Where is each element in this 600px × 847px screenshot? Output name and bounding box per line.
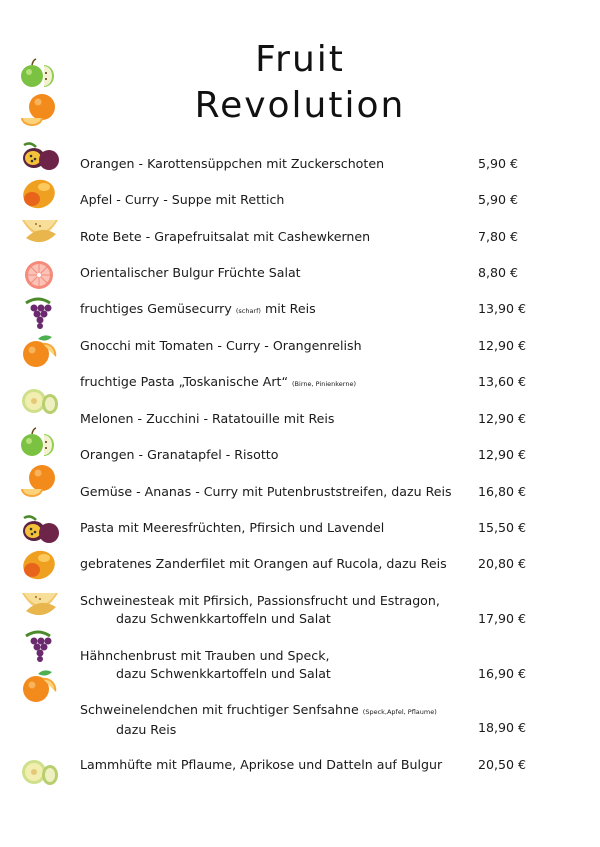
mango-icon (18, 175, 60, 211)
menu-item-description (80, 446, 278, 464)
menu-item-description (80, 592, 440, 628)
menu-item-price: 5,90 € (478, 192, 519, 207)
menu-item-description (80, 228, 370, 246)
melon-slices-icon (18, 583, 60, 619)
menu-item-price: 20,80 € (478, 556, 527, 571)
green-apples-icon (18, 426, 60, 462)
menu-item-text: Apfel - Curry - Suppe mit Rettich (80, 192, 285, 207)
menu-item-note: (Birne, Pinienkerne) (292, 380, 356, 388)
melon-icon (18, 753, 60, 789)
menu-item-text: fruchtiges Gemüsecurry (80, 301, 232, 316)
menu-item-text: Hähnchenbrust mit Trauben und Speck, (80, 648, 330, 663)
menu-item-price: 18,90 € (478, 720, 527, 735)
menu-item-description (80, 373, 356, 393)
melon-slices-icon (18, 210, 60, 246)
menu-item-price: 13,60 € (478, 374, 527, 389)
menu-item-price: 7,80 € (478, 229, 519, 244)
menu-item-note: (Speck,Apfel, Pflaume) (362, 708, 437, 716)
menu-item-text: Lammhüfte mit Pflaume, Aprikose und Datteln auf Bulgur (80, 757, 443, 772)
menu-item-description (80, 647, 331, 683)
menu-item-text-after: mit Reis (264, 301, 316, 316)
mango-icon (18, 546, 60, 582)
menu-item-description (80, 701, 437, 739)
grapes-icon (18, 628, 60, 664)
menu-item-text: gebratenes Zanderfilet mit Orangen auf Rucola, dazu Reis (80, 556, 447, 571)
menu-item-text: Schweinesteak mit Pfirsich, Passionsfrucht und Estragon, (80, 593, 440, 608)
menu-item-price: 8,80 € (478, 265, 519, 280)
grapes-icon (18, 295, 60, 331)
passionfruit-icon (18, 511, 60, 547)
menu-item-description (80, 155, 384, 173)
page-title-line2: Revolution (194, 85, 406, 126)
grapefruit-icon (18, 257, 60, 293)
menu-item-description (80, 410, 334, 428)
green-apples-icon (18, 57, 60, 93)
menu-item-text: Gemüse - Ananas - Curry mit Putenbruststreifen, dazu Reis (80, 484, 452, 499)
passionfruit-icon (18, 138, 60, 174)
orange-icon (18, 462, 60, 498)
menu-item-description (80, 555, 447, 573)
menu-item-price: 16,90 € (478, 666, 527, 681)
menu-item-text: Orientalischer Bulgur Früchte Salat (80, 265, 301, 280)
menu-item-description (80, 300, 316, 320)
menu-item-text: Pasta mit Meeresfrüchten, Pfirsich und Lavendel (80, 520, 385, 535)
menu-item-text-line2: dazu Schwenkkartoffeln und Salat (116, 666, 331, 681)
menu-item-text: Orangen - Granatapfel - Risotto (80, 447, 279, 462)
menu-item-description (80, 337, 362, 355)
menu-item-price: 13,90 € (478, 301, 527, 316)
menu-item-description (80, 191, 284, 209)
menu-item-text-line2: dazu Reis (116, 722, 177, 737)
menu-item-price: 5,90 € (478, 156, 519, 171)
menu-item-text: Schweinelendchen mit fruchtiger Senfsahne (80, 702, 359, 717)
menu-item-price: 20,50 € (478, 757, 527, 772)
orange-with-leaves-icon (18, 333, 60, 369)
menu-item-text: Orangen - Karottensüppchen mit Zuckerschoten (80, 156, 385, 171)
menu-item-price: 17,90 € (478, 611, 527, 626)
menu-item-description (80, 519, 384, 537)
menu-item-description (80, 756, 442, 774)
menu-item-price: 12,90 € (478, 447, 527, 462)
menu-item-text: Gnocchi mit Tomaten - Curry - Orangenrelish (80, 338, 362, 353)
page-title-line1: Fruit (255, 39, 345, 80)
melon-icon (18, 382, 60, 418)
menu-item-note: (scharf) (235, 307, 261, 315)
menu-item-price: 15,50 € (478, 520, 527, 535)
menu-item-description (80, 264, 301, 282)
menu-item-text: fruchtige Pasta „Toskanische Art“ (80, 374, 288, 389)
menu-item-price: 12,90 € (478, 411, 527, 426)
orange-icon (18, 91, 60, 127)
menu-item-description (80, 483, 452, 501)
menu-item-text-line2: dazu Schwenkkartoffeln und Salat (116, 611, 331, 626)
menu-item-price: 16,80 € (478, 484, 527, 499)
menu-item-price: 12,90 € (478, 338, 527, 353)
orange-with-leaves-icon (18, 668, 60, 704)
menu-item-text: Rote Bete - Grapefruitsalat mit Cashewkernen (80, 229, 371, 244)
menu-item-text: Melonen - Zucchini - Ratatouille mit Reis (80, 411, 335, 426)
